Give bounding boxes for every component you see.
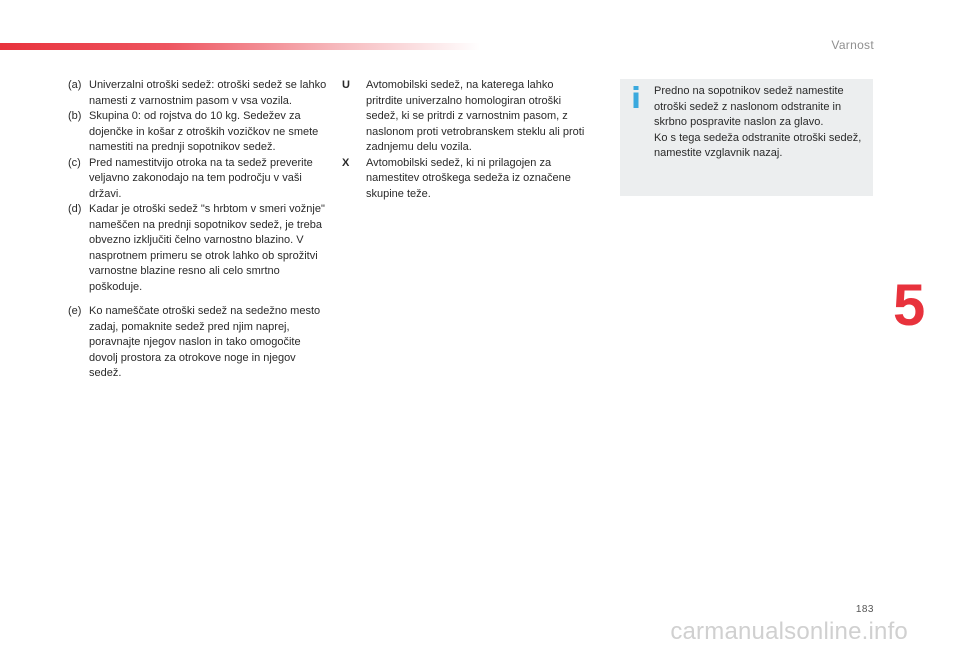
watermark: carmanualsonline.info — [670, 618, 908, 645]
footnote-label: (c) — [68, 156, 81, 169]
legend-u — [342, 78, 592, 156]
footnote-text: Univerzalni otroški sedež: otroški sedež se lahko namesti z varnostnim pasom v vsa vozila. — [89, 79, 327, 107]
footnote-b — [68, 109, 328, 156]
footnote-label: (a) — [68, 79, 82, 91]
header-accent-bar — [0, 43, 480, 50]
legend-x — [342, 156, 592, 203]
footnotes-left-column — [68, 78, 328, 382]
footnote-text: Kadar je otroški sedež "s hrbtom v smeri vožnje" nameščen na prednji sopotnikov sedež, je treba obvezno izključiti čelno varnostno blazino. V nasprotnem primeru se otrok lahko ob sprožitvi varnostne blazine resno ali celo smrtno poškoduje. — [89, 203, 325, 293]
footnote-text: Skupina 0: od rojstva do 10 kg. Sedežev za dojenčke in košar z otroških vozičkov ne smete namestiti na prednji sopotnikov sedež. — [89, 110, 319, 153]
footnote-label: (e) — [68, 305, 82, 317]
footnote-label: (b) — [68, 110, 82, 122]
info-icon — [631, 86, 641, 108]
footnote-d — [68, 202, 328, 295]
legend-middle-column — [342, 78, 592, 202]
footnote-label: (d) — [68, 203, 82, 215]
footnote-text: Pred namestitvijo otroka na ta sedež preverite veljavno zakonodajo na tem področju v vaši državi. — [89, 156, 313, 200]
footnote-c — [68, 156, 328, 203]
legend-label: U — [342, 79, 350, 91]
footnote-e — [68, 304, 328, 382]
legend-label: X — [342, 156, 350, 169]
legend-text: Avtomobilski sedež, ki ni prilagojen za namestitev otroškega sedeža iz označene skupine teže. — [366, 156, 571, 200]
legend-text: Avtomobilski sedež, na katerega lahko pritrdite univerzalno homologiran otroški sedež, ki se pritrdi z varnostnim pasom, z naslonom proti vetrobranskem steklu ali proti zadnjemu delu vozila. — [366, 79, 585, 153]
chapter-number: 5 — [893, 273, 926, 338]
info-text-line: Ko s tega sedeža odstranite otroški sedež, namestite vzglavnik nazaj. — [654, 131, 862, 159]
footnote-text: Ko nameščate otroški sedež na sedežno mesto zadaj, pomaknite sedež pred njim naprej, poravnajte njegov naslon in tako omogočite dovolj prostora za otrokove noge in njegov sedež. — [89, 305, 321, 379]
info-text — [654, 84, 866, 162]
page-number: 183 — [855, 604, 874, 615]
footnote-a — [68, 78, 328, 109]
info-text-line: Predno na sopotnikov sedež namestite otroški sedež z naslonom odstranite in skrbno pospravite naslon za glavo. — [654, 85, 844, 128]
section-title: Varnost — [831, 38, 874, 52]
